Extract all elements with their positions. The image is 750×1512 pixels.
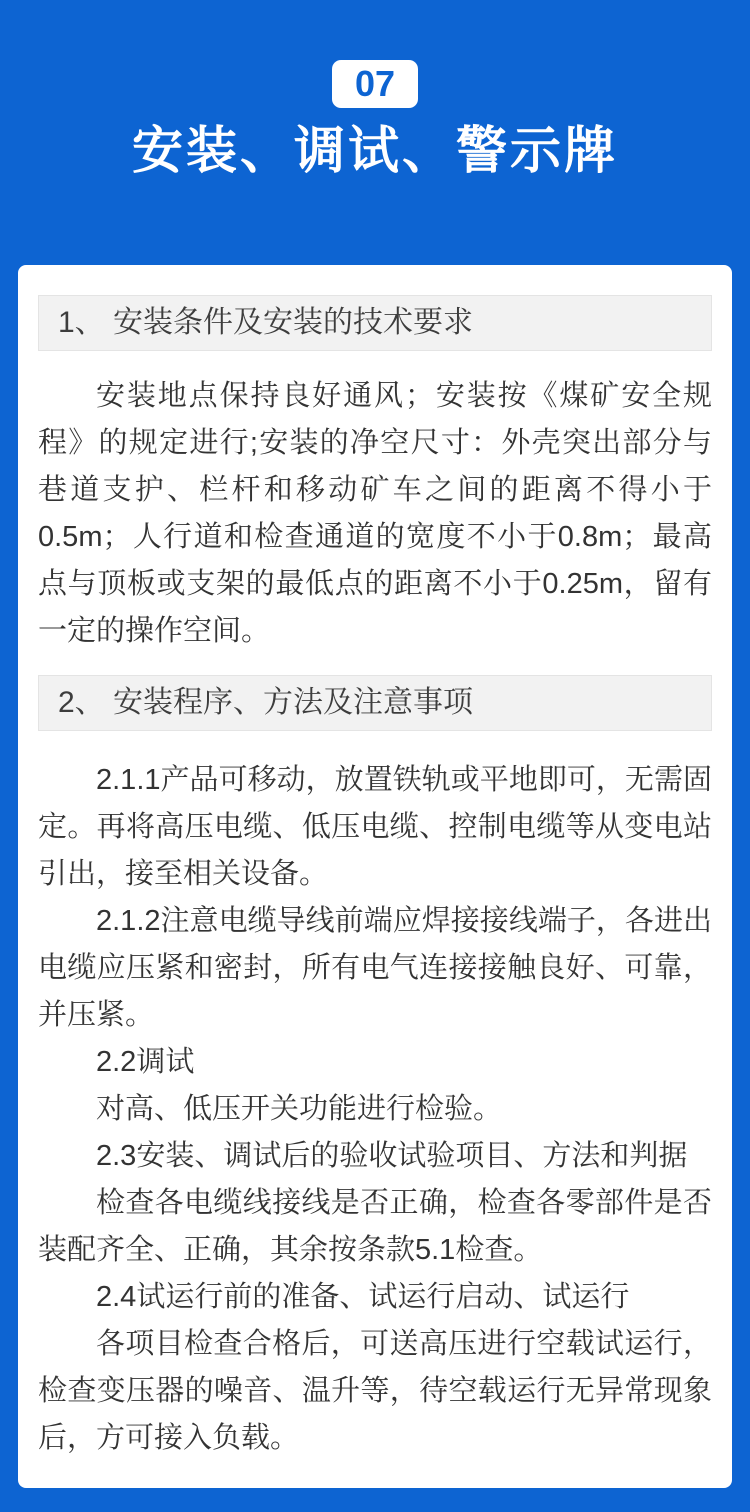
paragraph: 安装地点保持良好通风；安装按《煤矿安全规程》的规定进行;安装的净空尺寸：外壳突出部分与巷道支护、栏杆和移动矿车之间的距离不得小于0.5m；人行道和检查通道的宽度不小于0.8m；最高点与顶板或支架的最低点的距离不小于0.25m，留有一定的操作空间。 [38, 380, 712, 647]
paragraph: 2.4试运行前的准备、试运行启动、试运行 [96, 1281, 630, 1313]
section-number-badge [332, 60, 418, 108]
manual-page [0, 60, 750, 1512]
paragraph: 各项目检查合格后，可送高压进行空载试运行，检查变压器的噪音、温升等，待空载运行无异常现象后，方可接入负载。 [38, 1328, 712, 1454]
section-number: 07 [354, 63, 396, 104]
section-body-1 [38, 373, 712, 655]
section-heading-1: 1、 安装条件及安装的技术要求 [38, 295, 712, 351]
paragraph: 对高、低压开关功能进行检验。 [96, 1093, 503, 1125]
section-heading-2: 2、 安装程序、方法及注意事项 [38, 675, 712, 731]
paragraph: 2.1.2注意电缆导线前端应焊接接线端子，各进出电缆应压紧和密封，所有电气连接接触良好、可靠，并压紧。 [38, 905, 712, 1031]
paragraph: 检查各电缆线接线是否正确，检查各零部件是否装配齐全、正确，其余按条款5.1检查。 [38, 1187, 712, 1266]
paragraph: 2.3安装、调试后的验收试验项目、方法和判据 [96, 1140, 688, 1172]
paragraph: 2.2调试 [96, 1046, 195, 1078]
content-card [18, 265, 732, 1488]
page-title: 安装、调试、警示牌 [131, 124, 618, 180]
paragraph: 2.1.1产品可移动，放置铁轨或平地即可，无需固定。再将高压电缆、低压电缆、控制电缆等从变电站引出，接至相关设备。 [38, 764, 712, 890]
section-body-2 [38, 757, 712, 1462]
